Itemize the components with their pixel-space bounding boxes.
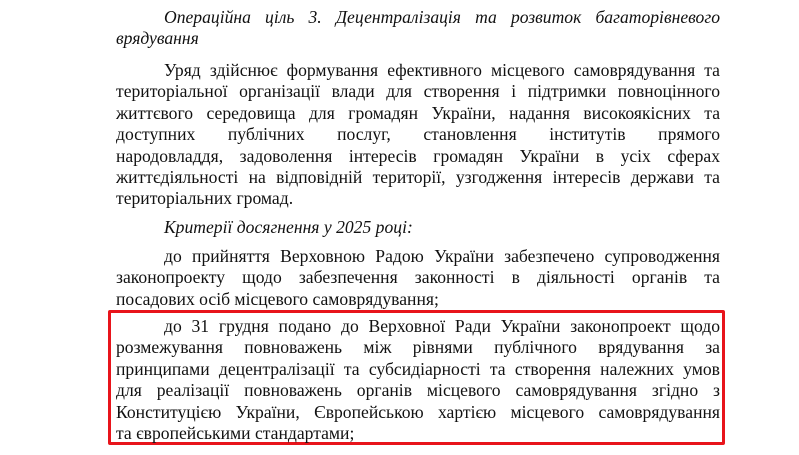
criterion-2-line: Конституцією України, Європейською хартією місцевого самоврядування	[116, 401, 720, 422]
goal-description-line: територіальної організації влади для створення і підтримки повноцінного	[116, 81, 720, 102]
goal-description-line: життєдіяльності на відповідній території, узгодження інтересів держави та	[116, 167, 720, 188]
criterion-2-line: до 31 грудня подано до Верховної Ради України законопроект щодо	[164, 316, 720, 336]
goal-heading-line-1: Операційна ціль 3. Децентралізація та розвиток багаторівневого	[164, 7, 720, 27]
criterion-2-line: розмежування повноважень між рівнями публічного врядування за	[116, 337, 720, 358]
goal-heading-line-2: врядування	[116, 28, 199, 49]
goal-description-line: життєвого середовища для громадян України, надання високоякісних та	[116, 102, 720, 123]
criteria-heading-text: Критерії досягнення у 2025 році:	[164, 217, 413, 237]
criteria-heading	[116, 217, 720, 238]
criterion-1-line: законопроекту щодо забезпечення законності в діяльності органів та	[116, 267, 720, 288]
criterion-1-line: посадових осіб місцевого самоврядування;	[116, 288, 439, 309]
criterion-1-line: до прийняття Верховною Радою України забезпечено супроводження	[164, 246, 720, 266]
goal-description-line: народовладдя, задоволення інтересів громадян України в усіх сферах	[116, 145, 720, 166]
criterion-2-line: для реалізації повноважень органів місцевого самоврядування згідно з	[116, 380, 720, 401]
goal-heading	[116, 7, 720, 50]
criterion-paragraph-2	[116, 316, 720, 444]
goal-description-line: територіальних громад.	[116, 188, 294, 209]
goal-description-paragraph	[116, 60, 720, 210]
goal-description-line: доступних публічних послуг, становлення інститутів прямого	[116, 124, 720, 145]
criterion-2-line: принципами децентралізації та субсидіарності та створення належних умов	[116, 358, 720, 379]
criterion-paragraph-1	[116, 246, 720, 310]
criterion-2-line: та європейськими стандартами;	[116, 423, 355, 444]
goal-description-line: Уряд здійснює формування ефективного місцевого самоврядування та	[164, 60, 720, 80]
